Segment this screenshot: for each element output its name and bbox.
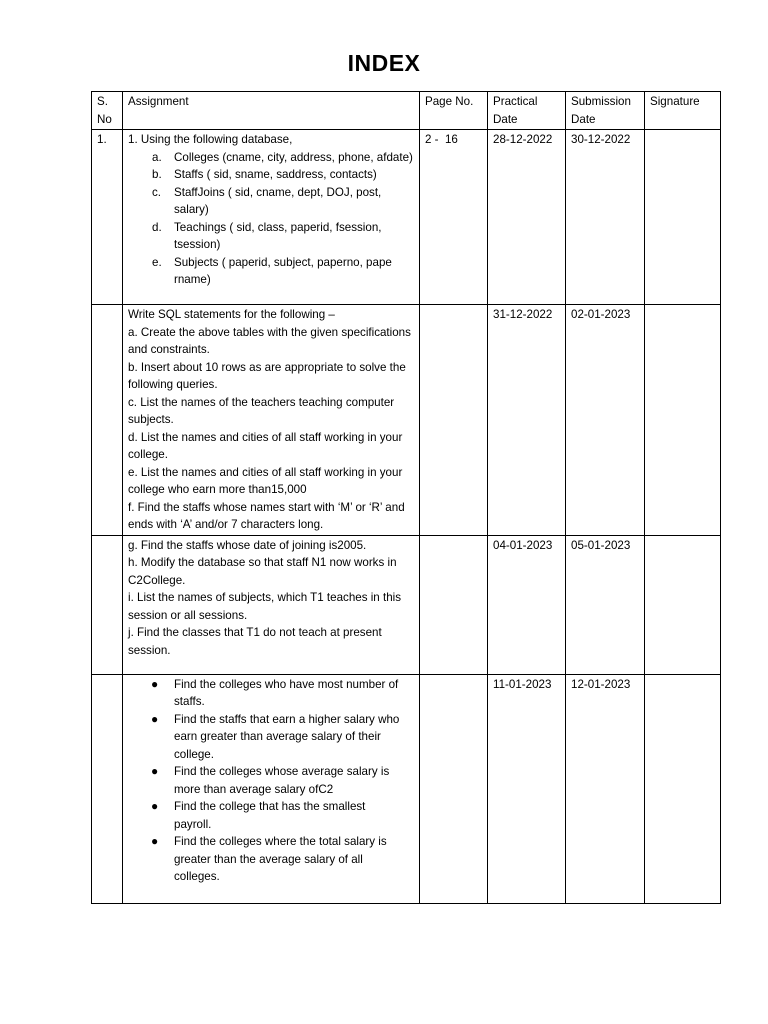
cell-assignment: [123, 305, 420, 536]
list-item: ● Find the colleges where the total salary is greater than the average salary of all colleges.: [151, 834, 387, 883]
cell-submission: 02-01-2023: [566, 305, 645, 536]
assignment-line: f. Find the staffs whose names start with ‘M’ or ‘R’ and ends with ‘A’ and/or 7 characters long.: [128, 500, 405, 531]
table-list: [128, 149, 414, 289]
cell-page: 2 - 16: [420, 130, 488, 305]
cell-signature: [645, 674, 721, 903]
cell-practical: 28-12-2022: [488, 130, 566, 305]
cell-assignment: [123, 674, 420, 903]
bullet-icon: ●: [151, 711, 159, 726]
list-item: e. Subjects ( paperid, subject, paperno, pape rname): [152, 255, 392, 286]
list-item: b. Staffs ( sid, sname, saddress, contacts): [152, 168, 377, 181]
cell-page: [420, 305, 488, 536]
header-row: [92, 92, 721, 130]
cell-submission: 12-01-2023: [566, 674, 645, 903]
list-item: d. Teachings ( sid, class, paperid, fsession, tsession): [152, 220, 382, 251]
header-practical: Practical Date: [488, 92, 566, 130]
bullet-icon: ●: [151, 676, 159, 691]
assignment-line: g. Find the staffs whose date of joining is2005.: [128, 538, 367, 552]
table-list: [128, 676, 414, 886]
assignment-line: c. List the names of the teachers teaching computer subjects.: [128, 395, 395, 426]
assignment-line: Write SQL statements for the following –: [128, 308, 335, 321]
table-row: [92, 674, 721, 903]
assignment-line: d. List the names and cities of all staff working in your college.: [128, 430, 403, 461]
assignment-line: i. List the names of subjects, which T1 teaches in this session or all sessions.: [128, 591, 402, 622]
bullet-icon: ●: [151, 799, 159, 813]
list-item: ● Find the colleges who have most number of staffs.: [151, 676, 399, 708]
cell-practical: 04-01-2023: [488, 535, 566, 674]
table-row: [92, 535, 721, 674]
table-row: [92, 130, 721, 305]
cell-submission: 30-12-2022: [566, 130, 645, 305]
list-item: ● Find the staffs that earn a higher salary who earn greater than average salary of their college.: [151, 711, 400, 761]
assignment-line: e. List the names and cities of all staff working in your college who earn more than15,000: [128, 465, 403, 496]
table-row: [92, 305, 721, 536]
cell-assignment: [123, 130, 420, 305]
bullet-icon: ●: [151, 834, 159, 848]
cell-submission: 05-01-2023: [566, 535, 645, 674]
cell-page: [420, 674, 488, 903]
header-page: Page No.: [420, 92, 488, 130]
cell-signature: [645, 305, 721, 536]
cell-page: [420, 535, 488, 674]
header-signature: Signature: [645, 92, 721, 130]
cell-practical: 11-01-2023: [488, 674, 566, 903]
index-table: [91, 91, 721, 904]
assignment-line: a. Create the above tables with the given specifications and constraints.: [128, 325, 411, 356]
page-title: INDEX: [347, 50, 421, 76]
cell-sno: [92, 674, 123, 903]
list-item: a. Colleges (cname, city, address, phone, afdate): [152, 150, 413, 164]
header-submission: Submission Date: [566, 92, 645, 130]
cell-sno: [92, 305, 123, 536]
cell-sno: [92, 535, 123, 674]
bullet-icon: ●: [151, 764, 159, 778]
list-item: ● Find the colleges whose average salary is more than average salary ofC2: [151, 764, 390, 796]
header-assignment: Assignment: [123, 92, 420, 130]
cell-assignment: [123, 535, 420, 674]
list-item: ● Find the college that has the smallest payroll.: [151, 799, 366, 831]
cell-sno: 1.: [92, 130, 123, 305]
header-sno: S. No: [92, 92, 123, 130]
assignment-line: j. Find the classes that T1 do not teach at present session.: [128, 626, 382, 657]
cell-signature: [645, 535, 721, 674]
assignment-intro: 1. Using the following database,: [128, 133, 293, 146]
cell-practical: 31-12-2022: [488, 305, 566, 536]
assignment-line: b. Insert about 10 rows as are appropriate to solve the following queries.: [128, 360, 406, 391]
assignment-line: h. Modify the database so that staff N1 now works in C2College.: [128, 556, 397, 587]
cell-signature: [645, 130, 721, 305]
list-item: c. StaffJoins ( sid, cname, dept, DOJ, post, salary): [152, 185, 382, 216]
